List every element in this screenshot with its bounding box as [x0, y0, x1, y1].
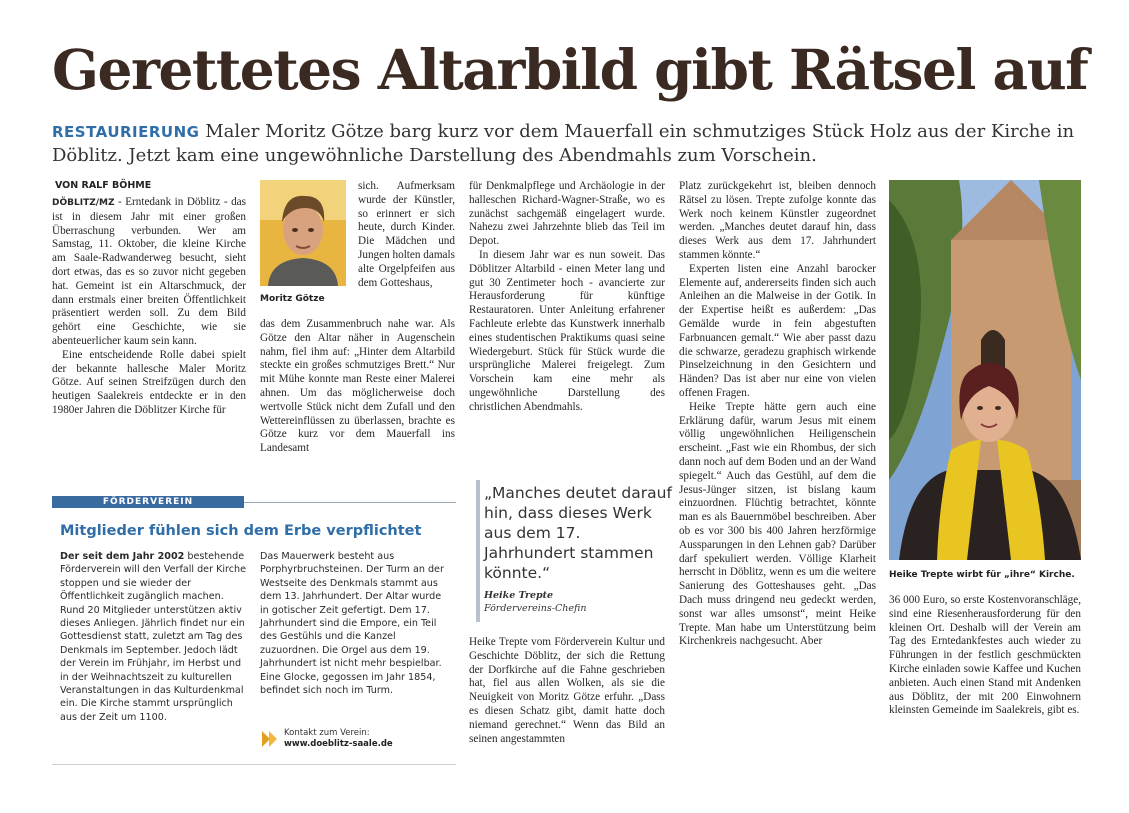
- pullquote-role: Fördervereins-Chefin: [484, 603, 587, 614]
- headline: Gerettetes Altarbild gibt Rätsel auf: [52, 37, 1088, 102]
- col3-para-1: für Denkmalpflege und Archäologie in der halleschen Richard-Wagner-Straße, wo es zunächst sachgemäß eingelagert wurde. Nahezu zwei Jahrzehnte blieb das Teil im Depot.: [469, 180, 665, 248]
- box-column-1: [60, 550, 250, 724]
- column-1: [52, 196, 246, 418]
- dek: [52, 120, 1092, 168]
- column-2-wide: das dem Zusammenbruch nahe war. Als Götze den Altar näher in Augenschein nahm, fiel ihm auf: „Hinter dem Altarbild steckte ein großes schmutziges Brett.“ Nur mit Mühe konnte man Reste einer Malerei ahnen. Um das möglicherweise doch wertvolle Stück nicht dem Zufall und den Wettereinflüssen zu überlassen, brachte es Götze kurz vor dem Mauerfall ins Landesamt: [260, 318, 455, 455]
- portrait-image: [260, 180, 346, 286]
- dek-text: Maler Moritz Götze barg kurz vor dem Mauerfall ein schmutziges Stück Holz aus der Kirche in Döblitz. Jetzt kam eine ungewöhnliche Darstellung des Abendmahls zum Vorschein.: [52, 121, 1075, 166]
- column-3: [469, 180, 665, 415]
- box-bottom-rule: [52, 764, 456, 765]
- pullquote-bar: [476, 480, 480, 622]
- kicker: RESTAURIERUNG: [52, 123, 200, 141]
- portrait-caption: Moritz Götze: [260, 294, 325, 304]
- church-photo: [889, 180, 1081, 560]
- portrait-photo: [260, 180, 346, 286]
- box-lead: Der seit dem Jahr 2002: [60, 551, 185, 562]
- church-photo-caption: Heike Trepte wirbt für „ihre“ Kirche.: [889, 570, 1075, 580]
- pullquote-text: „Manches deutet darauf hin, dass dieses Werk aus dem 17. Jahrhundert stammen könnte.“: [484, 484, 672, 582]
- contact-label: Kontakt zum Verein:: [284, 728, 370, 738]
- col4-para-3: Heike Trepte hätte gern auch eine Erklärung dafür, warum Jesus mit einem völlig ungewöhnlichen Heiligenschein erscheint. „Fast wie ein Rhombus, der sich dann noch auf dem Boden und an der Wand spiegelt.“ Auch das Gestühl, auf dem die Jesus-Jünger sitzen, ist bislang kaum einzuordnen. Flüchtig betrachtet, könnte man es als Bauernmöbel beschreiben. Aber ob es vor 300 bis 400 Jahren herzförmige Aussparungen in den Lehnen gab? Darüber darf spekuliert werden. Völlige Klarheit herrscht in Döblitz, wenn es um die weitere Sanierung des Gotteshauses geht. „Das Dach muss dringend neu gedeckt werden, sonst war alles umsonst“, meint Heike Trepte. Man habe um Unterstützung beim Kirchenkreis nachgesucht. Aber: [679, 400, 876, 648]
- contact-url[interactable]: www.doeblitz-saale.de: [284, 739, 393, 749]
- box-label: FÖRDERVEREIN: [52, 496, 244, 508]
- col4-para-2: Experten listen eine Anzahl barocker Elemente auf, andererseits finden sich auch Anleihen an die Malweise in der Gotik. In der Expertise heißt es außerdem: „Das Gemälde wurde in fein abgestuften Farbnuancen gemalt.“ Wie aber passt dazu die schwarze, geradezu graphisch wirkende Pinselzeichnung in den Gesichtern und Händen? Das ist aber nur eine von vielen offenen Fragen.: [679, 262, 876, 399]
- box-column-2: Das Mauerwerk besteht aus Porphyrbruchsteinen. Der Turm an der Westseite des Denkmals stammt aus dem 13. Jahrhundert. Der Altar wurde in gotischer Zeit gefertigt. Dem 17. Jahrhundert sind die Empore, ein Teil des Gestühls und die Kanzel zuzuordnen. Die Orgel aus dem 19. Jahrhundert ist nicht mehr bespielbar. Eine Glocke, gegossen im Jahr 1854, befindet sich noch im Turm.: [260, 551, 444, 697]
- dateline: DÖBLITZ/MZ: [52, 198, 115, 208]
- contact-block: [284, 728, 393, 750]
- pullquote-author: Heike Trepte: [484, 590, 554, 601]
- col1-para-2: Eine entscheidende Rolle dabei spielt der bekannte hallesche Maler Moritz Götze. Auf seinen Streifzügen durch den heutigen Saalekreis entdeckte er in den 1980er Jahren die Döblitzer Kirche für: [52, 348, 246, 416]
- column-3-bottom: Heike Trepte vom Förderverein Kultur und Geschichte Döblitz, der sich die Rettung der Dorfkirche auf die Fahne geschrieben hat, fiel aus allen Wolken, als sie die Neuigkeit von Moritz Götze erfuhr. „Dass es diesen Schatz gibt, damit hatte doch niemand gerechnet.“ Wenn das Bild an seinen angestammten: [469, 636, 665, 745]
- box-col1-text: bestehende Förderverein will den Verfall der Kirche stoppen und sie wieder der Öffentlichkeit zugänglich machen. Rund 20 Mitglieder unterstützen aktiv dieses Anliegen. Jährlich findet nur ein Gottesdienst statt, zuletzt am Tag des Denkmals im September. Jedoch lädt der Verein im Frühjahr, im Herbst und in der Weihnachtszeit zu kulturellen Veranstaltungen in das Kulturdenkmal ein. Die Kirche stammt ursprünglich aus der Zeit um 1100.: [60, 551, 247, 723]
- box-title: Mitglieder fühlen sich dem Erbe verpflichtet: [60, 523, 422, 539]
- col1-para-1: - Erntedank in Döblitz - das ist in diesem Jahr mit einer großen Überraschung verbunden. Wer am Samstag, 11. Oktober, die kleine Kirche am Saale-Radwanderweg besucht, sieht dort etwas, das es so zuvor nicht gegeben hat. Gemeint ist ein Altarschmuck, der dann erstmals einer breiten Öffentlichkeit präsentiert werden soll. Zu dem Bild gehört eine Geschichte, wie sie abenteuerlicher kaum sein kann.: [52, 196, 246, 347]
- byline: VON RALF BÖHME: [55, 180, 152, 191]
- column-4: [679, 180, 876, 649]
- column-5: 36 000 Euro, so erste Kostenvoranschläge, sind eine Riesenherausforderung für den kleinen Ort. Deshalb will der Verein am Tag des Erntedankfestes auch wieder zu Führungen in der festlich geschmückten Kirche einladen sowie Kaffee und Kuchen anbieten. Auch einen Stand mit Andenken aus Döblitz, der mit 200 Einwohnern kleinsten Gemeinde im Saalekreis, gibt es.: [889, 594, 1081, 717]
- church-image: [889, 180, 1081, 560]
- col3-para-2: In diesem Jahr war es nun soweit. Das Döblitzer Altarbild - einen Meter lang und gut 30 Zentimeter hoch - avancierte zur Herausforderung für künftige Restauratoren. Unter Anleitung erfahrener Fachleute erlebte das Kunstwerk innerhalb eines studentischen Praktikums quasi seine Wiedergeburt. Stück für Stück wurde die ursprüngliche Malerei freigelegt. Zum Vorschein kam eine mehr als ungewöhnliche Darstellung des christlichen Abendmahls.: [469, 248, 665, 413]
- col4-para-1: Platz zurückgekehrt ist, bleiben dennoch Rätsel zu lösen. Trepte zufolge konnte das Werk noch keinem Künstler zugeordnet werden. „Manches deutet darauf hin, dass dieses Werk aus dem 17. Jahrhundert stammen könnte.“: [679, 180, 876, 261]
- contact-icon: [260, 729, 280, 749]
- column-2-narrow: sich. Aufmerksam wurde der Künstler, so erinnert er sich heute, durch Kinder. Die Mädchen und Jungen holten damals alte Orgelpfeifen aus dem Gotteshaus,: [358, 180, 455, 289]
